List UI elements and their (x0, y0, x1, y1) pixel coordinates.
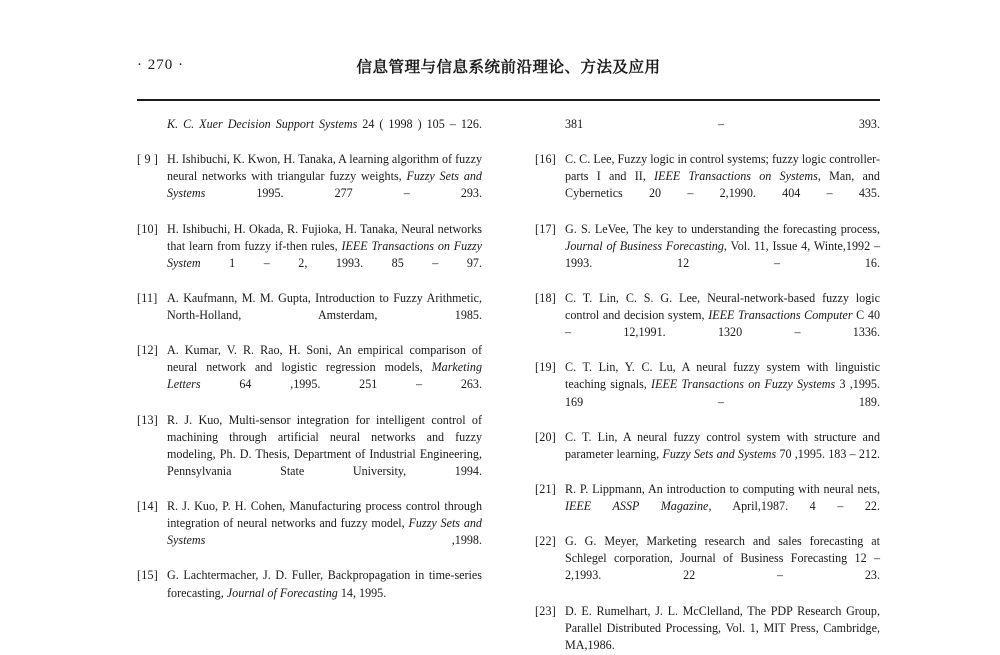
reference-number: [20] (535, 429, 556, 444)
reference-number: [10] (137, 221, 158, 236)
reference-entry (137, 151, 482, 219)
reference-entry (535, 151, 880, 219)
reference-text: G. S. LeVee, The key to understanding the forecasting process, Journal of Business Forecasting, Vol. 11, Issue 4, Winte,1992 – 1993. 12 – 16. (565, 221, 881, 270)
header-rule (137, 99, 880, 101)
reference-number: [13] (137, 412, 158, 427)
reference-entry (535, 116, 880, 150)
reference-entry (535, 359, 880, 427)
reference-text: C. T. Lin, A neural fuzzy control system with structure and parameter learning, Fuzzy Sets and Systems 70 ,1995. 183 – 212. (565, 429, 881, 461)
reference-text: G. Lachtermacher, J. D. Fuller, Backpropagation in time-series forecasting, Journal of Forecasting 14, 1995. (167, 568, 482, 600)
reference-text: C. C. Lee, Fuzzy logic in control systems; fuzzy logic controller-parts I and II, IEEE Transactions on Systems, Man, and Cybernetics 20 – 2,1990. 404 – 435. (565, 152, 880, 201)
reference-entry (535, 481, 880, 532)
reference-text: K. C. Xuer Decision Support Systems 24 ( 1998 ) 105 – 126. (167, 117, 482, 131)
reference-entry (137, 498, 482, 566)
reference-entry (535, 603, 880, 654)
reference-entry (137, 290, 482, 341)
reference-text: C. T. Lin, Y. C. Lu, A neural fuzzy system with linguistic teaching signals, IEEE Transactions on Fuzzy Systems 3 ,1995. 169 – 189. (565, 360, 880, 409)
reference-number: [21] (535, 481, 556, 496)
reference-entry (535, 290, 880, 358)
reference-number: [15] (137, 568, 158, 583)
reference-entry (137, 412, 482, 497)
running-head (137, 55, 880, 85)
reference-number: [17] (535, 221, 556, 236)
reference-text: G. G. Meyer, Marketing research and sales forecasting at Schlegel corporation, Journal of Business Forecasting 12 – 2,1993. 22 – 23. (565, 534, 880, 583)
reference-number: [14] (137, 499, 158, 514)
reference-number: [12] (137, 343, 158, 358)
reference-column-left (137, 116, 482, 603)
reference-text: R. J. Kuo, Multi-sensor integration for intelligent control of machining through artificial neural networks and fuzzy modeling, Ph. D. Thesis, Department of Industrial Engineering, Pennsylvania State University, 1994. (167, 412, 482, 478)
reference-text: R. J. Kuo, P. H. Cohen, Manufacturing process control through integration of neural networks and fuzzy model, Fuzzy Sets and Systems ,1998. (167, 499, 482, 548)
reference-number: [19] (535, 360, 556, 375)
reference-number: [11] (137, 290, 158, 305)
reference-entry (137, 221, 482, 289)
book-title: 信息管理与信息系统前沿理论、方法及应用 (356, 58, 661, 76)
page-number: · 270 · (137, 57, 184, 73)
reference-column-right (535, 116, 880, 655)
reference-text: C. T. Lin, C. S. G. Lee, Neural-network-based fuzzy logic control and decision system, IEEE Transactions Computer C 40 – 12,1991. 1320 – 1336. (565, 290, 880, 340)
reference-entry (535, 221, 880, 289)
reference-text: A. Kaufmann, M. M. Gupta, Introduction to Fuzzy Arithmetic, North-Holland, Amsterdam, 1985. (167, 290, 482, 323)
reference-text: H. Ishibuchi, K. Kwon, H. Tanaka, A learning algorithm of fuzzy neural networks with triangular fuzzy weights, Fuzzy Sets and Systems 1995. 277 – 293. (167, 152, 482, 201)
reference-entry (137, 342, 482, 410)
reference-number: [23] (535, 603, 556, 618)
reference-number: [22] (535, 534, 556, 549)
reference-number: [ 9 ] (137, 152, 159, 167)
reference-number: [16] (535, 152, 556, 167)
reference-entry (535, 533, 880, 601)
reference-text: 381 – 393. (565, 117, 880, 131)
reference-number: [18] (535, 290, 556, 305)
reference-text: A. Kumar, V. R. Rao, H. Soni, An empirical comparison of neural network and logistic regression models, Marketing Letters 64 ,1995. 251 – 263. (167, 343, 482, 392)
reference-entry (137, 116, 482, 150)
reference-entry (535, 429, 880, 480)
reference-text: R. P. Lippmann, An introduction to computing with neural nets, IEEE ASSP Magazine, April,1987. 4 – 22. (565, 481, 880, 514)
reference-text: H. Ishibuchi, H. Okada, R. Fujioka, H. Tanaka, Neural networks that learn from fuzzy if-then rules, IEEE Transactions on Fuzzy System 1 – 2, 1993. 85 – 97. (167, 221, 482, 270)
reference-list (137, 116, 881, 652)
reference-text: D. E. Rumelhart, J. L. McClelland, The PDP Research Group, Parallel Distributed Processing, Vol. 1, MIT Press, Cambridge, MA,1986. (565, 603, 880, 652)
reference-entry (137, 567, 482, 601)
